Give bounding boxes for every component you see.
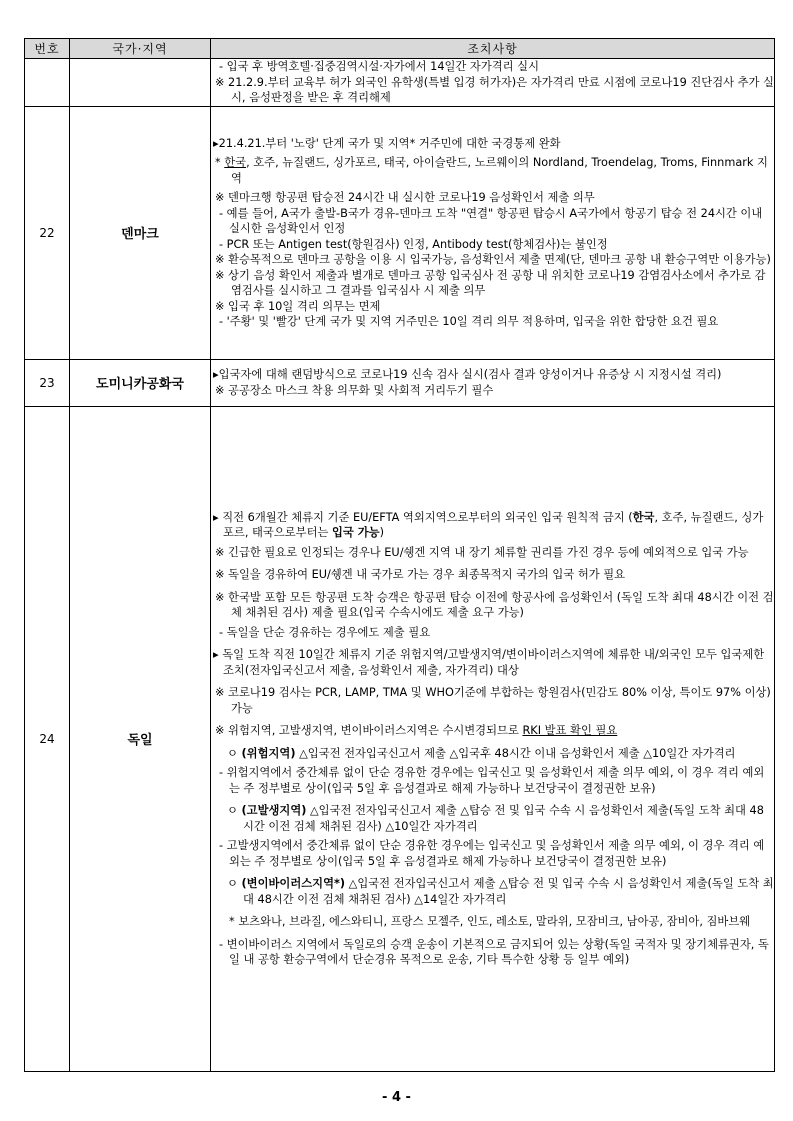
text-line: ▸21.4.21.부터 '노랑' 단계 국가 및 지역* 거주민에 대한 국경통제 완화 <box>213 136 561 150</box>
country-name: 독일 <box>70 406 211 1071</box>
text-line-countries: * 한국, 호주, 뉴질랜드, 싱가포르, 태국, 아이슬란드, 노르웨이의 Nordland, Troendelag, Troms, Finnmark 지역 <box>215 156 768 185</box>
text-line: - 위험지역에서 중간체류 없이 단순 경유한 경우에는 입국신고 및 음성확인서 제출 의무 예외, 이 경우 격리 예외는 주 정부별로 상이(입국 5일 후 음성결과로 해제 가능하나 보건당국이 결정권한 보유) <box>219 766 765 795</box>
text-line: - 독일을 단순 경유하는 경우에도 제출 필요 <box>219 625 431 639</box>
header-num: 번호 <box>25 39 70 59</box>
text-line-rki: ※ 위험지역, 고발생지역, 변이바이러스지역은 수시변경되므로 RKI 발표 확인 필요 <box>215 724 618 737</box>
cell-num-empty <box>25 59 70 107</box>
text-line: - 입국 후 방역호텔·집중검역시설·자가에서 14일간 자가격리 실시 <box>219 60 540 73</box>
text-line: ※ 긴급한 필요로 인정되는 경우나 EU/쉥겐 지역 내 장기 체류할 권리를 가진 경우 등에 예외적으로 입국 가능 <box>215 545 749 559</box>
text-line: - '주황' 및 '빨강' 단계 국가 및 지역 거주민은 10일 격리 의무 적용하며, 입국을 위한 합당한 요건 필요 <box>219 315 719 328</box>
text-line: ※ 환승목적으로 덴마크 공항을 이용 시 입국가능, 음성확인서 제출 면제(단, 덴마크 공항 내 환승구역만 이용가능) <box>215 253 771 266</box>
text-line: ※ 상기 음성 확인서 제출과 별개로 덴마크 공항 입국심사 전 공항 내 위치한 코로나19 감염검사소에서 추가로 감염검사를 실시하고 그 결과를 입국심사 시 제출 의무 <box>215 268 766 297</box>
text-line: ▸입국자에 대해 랜덤방식으로 코로나19 신속 검사 실시(검사 결과 양성이거나 유증상 시 지정시설 격리) <box>213 368 722 381</box>
page-number: - 4 - <box>382 1090 411 1105</box>
row-number: 23 <box>25 359 70 406</box>
table-row-denmark <box>25 106 775 359</box>
text-line: - 변이바이러스 지역에서 독일로의 승객 운송이 기본적으로 금지되어 있는 상황(독일 국적자 및 장기체류권자, 독일 내 공항 환승구역에서 단순경유 목적으로 운송, 기타 특수한 상황 등 일부 예외) <box>219 937 769 966</box>
high-incidence-area-item: ㅇ (고발생지역) △입국전 전자입국신고서 제출 △탑승 전 및 입국 수속 시 음성확인서 제출(독일 도착 최대 48시간 이전 검체 채취된 검사) △10일간 자가격리 <box>227 804 764 833</box>
text-line-entry-ban: ▸ 직전 6개월간 체류지 기준 EU/EFTA 역외지역으로부터의 외국인 입국 원칙적 금지 (한국, 호주, 뉴질랜드, 싱가포르, 태국으로부터는 입국 가능) <box>213 510 764 539</box>
measures-table <box>24 38 775 1072</box>
text-line: ※ 한국발 포함 모든 항공편 도착 승객은 항공편 탑승 이전에 항공사에 음성확인서 (독일 도착 최대 48시간 이전 검체 채취된 검사) 제출 필요(입국 수속시에도 제출 요구 가능) <box>215 590 774 619</box>
table-row-continued <box>25 59 775 107</box>
text-line: ※ 코로나19 검사는 PCR, LAMP, TMA 및 WHO기준에 부합하는 항원검사(민감도 80% 이상, 특이도 97% 이상) 가능 <box>215 686 771 715</box>
text-line: ※ 공공장소 마스크 착용 의무화 및 사회적 거리두기 필수 <box>215 383 494 397</box>
row-number: 24 <box>25 406 70 1071</box>
rki-notice: RKI 발표 확인 필요 <box>522 724 618 737</box>
variant-country-list: * 보츠와나, 브라질, 에스와티니, 프랑스 모젤주, 인도, 레소토, 말라위, 모잠비크, 남아공, 잠비아, 짐바브웨 <box>229 915 751 928</box>
table-row-dominican-republic <box>25 359 775 406</box>
country-name: 도미니카공화국 <box>70 359 211 406</box>
header-country: 국가·지역 <box>70 39 211 59</box>
variant-area-item: ㅇ (변이바이러스지역*) △입국전 전자입국신고서 제출 △탑승 전 및 입국 수속 시 음성확인서 제출(독일 도착 최대 48시간 이전 검체 채취된 검사) △14일간 자가격리 <box>227 877 774 906</box>
text-line: - PCR 또는 Antigen test(항원검사) 인정, Antibody test(항체검사)는 불인정 <box>219 237 608 251</box>
text-line: - 고발생지역에서 중간체류 없이 단순 경유한 경우에는 입국신고 및 음성확인서 제출 의무 예외, 이 경우 격리 예외는 주 정부별로 상이(입국 5일 후 음성결과로 해제 가능하나 보건당국이 결정권한 보유) <box>219 839 765 868</box>
cell-measures <box>211 406 775 1071</box>
cell-measures <box>211 106 775 359</box>
korea-highlight: 한국 <box>224 156 247 169</box>
row-number: 22 <box>25 106 70 359</box>
text-line: ※ 독일을 경유하여 EU/쉥겐 내 국가로 가는 경우 최종목적지 국가의 입국 허가 필요 <box>215 568 626 581</box>
entry-possible-highlight: 입국 가능 <box>332 526 380 539</box>
circle-bullet-icon: ㅇ <box>227 746 238 760</box>
country-name: 덴마크 <box>70 106 211 359</box>
text-line: - 예를 들어, A국가 출발-B국가 경유-덴마크 도착 "연결" 항공편 탑승시 A국가에서 항공기 탑승 전 24시간 이내 실시한 음성확인서 인정 <box>219 206 763 235</box>
circle-bullet-icon: ㅇ <box>227 804 238 817</box>
korea-highlight: 한국 <box>632 510 655 524</box>
cell-measures <box>211 359 775 406</box>
text-line: ※ 21.2.9.부터 교육부 허가 외국인 유학생(특별 입경 허가자)은 자가격리 만료 시점에 코로나19 진단검사 추가 실시, 음성판정을 받은 후 격리해제 <box>215 75 774 104</box>
table-row-germany <box>25 406 775 1071</box>
text-line: ※ 입국 후 10일 격리 의무는 면제 <box>215 299 381 313</box>
cell-measures <box>211 59 775 107</box>
text-line: ▸ 독일 도착 직전 10일간 체류지 기준 위험지역/고발생지역/변이바이러스지역에 체류한 내/외국인 모두 입국제한 조치(전자입국신고서 제출, 음성확인서 제출, 자가격리) 대상 <box>213 648 765 677</box>
header-measures: 조치사항 <box>211 39 775 59</box>
risk-area-item: ㅇ (위험지역) △입국전 전자입국신고서 제출 △입국후 48시간 이내 음성확인서 제출 △10일간 자가격리 <box>227 746 736 760</box>
text-line: ※ 덴마크행 항공편 탑승전 24시간 내 실시한 코로나19 음성확인서 제출 의무 <box>215 191 595 204</box>
circle-bullet-icon: ㅇ <box>227 877 238 890</box>
cell-country-empty <box>70 59 211 107</box>
table-header-row <box>25 39 775 59</box>
